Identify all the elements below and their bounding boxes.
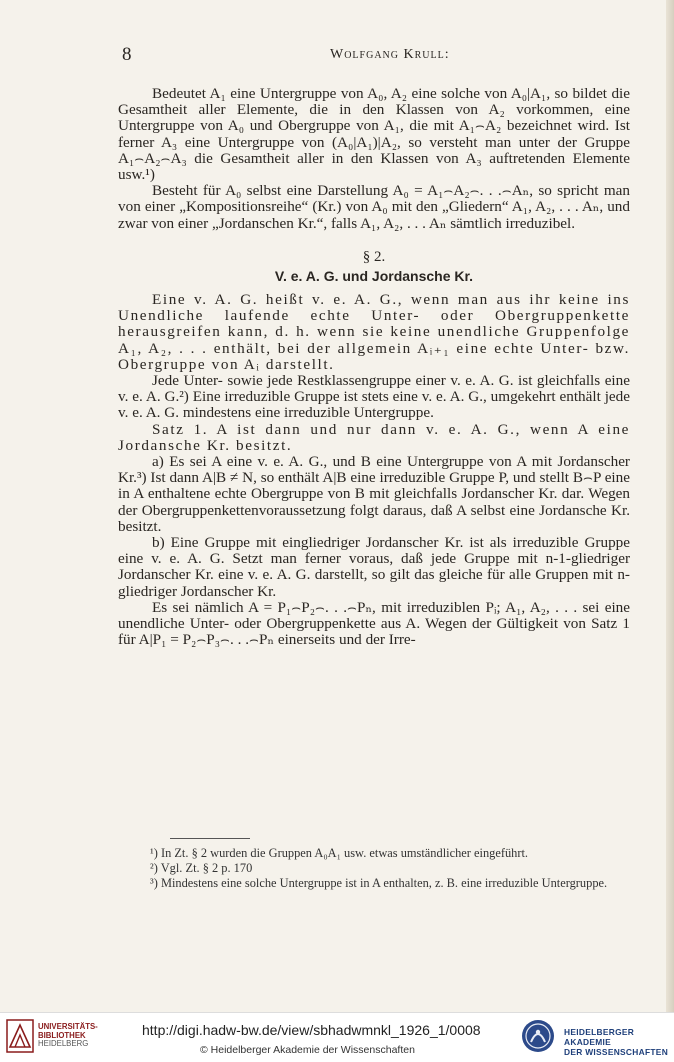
theorem: Satz 1. A ist dann und nur dann v. e. A. G., wenn A eine Jordansche Kr. besitzt. [118, 420, 630, 454]
page-edge [666, 0, 674, 1012]
paragraph: Eine v. A. G. heißt v. e. A. G., wenn man aus ihr keine ins Unendliche laufende echte Unter- oder Obergruppenkette herausgreifen kann, d. h. wenn sie keine unendliche Gruppenfolge A₁, A₂, . . . enthält, bei der allgemein Aᵢ₊₁ eine echte Unter- bzw. Obergruppe von Aᵢ darstellt. [118, 291, 630, 373]
page-number: 8 [122, 44, 132, 65]
paragraph: Jede Unter- sowie jede Restklassengruppe einer v. e. A. G. ist gleichfalls eine v. e. A. G.²) Eine irreduzible Gruppe ist stets eine v. e. A. G., umgekehrt enthält jede v. e. A. G. mindestens eine irreduzible Untergruppe. [118, 372, 630, 422]
footnote: ³) Mindestens eine solche Untergruppe ist in A enthalten, z. B. eine irreduzible Untergruppe. [150, 876, 608, 890]
footnote: ²) Vgl. Zt. § 2 p. 170 [150, 861, 253, 875]
footnote-rule [170, 838, 250, 839]
permalink-url[interactable]: http://digi.hadw-bw.de/view/sbhadwmnkl_1926_1/0008 [142, 1022, 481, 1038]
footnotes [150, 846, 630, 891]
paragraph: Es sei nämlich A = P₁⌢P₂⌢. . .⌢Pₙ, mit irreduziblen Pᵢ; A₁, A₂, . . . sei eine unendliche Unter- oder Obergruppenkette aus A. Wegen der Gültigkeit von Satz 1 für A|P₁ = P₂⌢P₃⌢. . .⌢Pₙ einerseits und der Irre- [118, 598, 630, 649]
section-number: § 2. [362, 248, 386, 265]
copyright-notice: © Heidelberger Akademie der Wissenschaften [200, 1044, 415, 1056]
academy-seal-icon [520, 1018, 556, 1054]
paragraph: b) Eine Gruppe mit eingliedriger Jordanscher Kr. ist als irreduzible Gruppe eine v. e. A. G. Setzt man ferner voraus, daß jede Gruppe mit n-1-gliedriger Jordanscher Kr. eine v. e. A. G. darstellt, so gilt das gleiche für alle Gruppen mit n-gliedriger Jordanscher Kr. [118, 534, 630, 600]
main-text [118, 86, 630, 649]
university-library-name: UNIVERSITÄTS- BIBLIOTHEK HEIDELBERG [38, 1022, 98, 1049]
academy-name: HEIDELBERGER AKADEMIE DER WISSENSCHAFTEN [564, 1027, 669, 1057]
running-head: Wolfgang Krull: [330, 47, 450, 62]
university-library-logo-icon [6, 1019, 34, 1053]
paragraph: Bedeutet A₁ eine Untergruppe von A₀, A₂ eine solche von A₀|A₁, so bildet die Gesamtheit aller Elemente, die in den Klassen von A₂ vorkommen, eine Untergruppe von A₀ und Obergruppe von A₁, die mit A₁⌢A₂ bezeichnet wird. Ist ferner A₃ eine Untergruppe von (A₀|A₁)|A₂, so versteht man unter der Gruppe A₁⌢A₂⌢A₃ die Gesamtheit aller in den Klassen von A₃ auftretenden Elemente usw.¹) [118, 85, 630, 184]
paragraph: a) Es sei A eine v. e. A. G., und B eine Untergruppe von A mit Jordanscher Kr.³) Ist dann A|B ≠ N, so enthält A|B eine irreduzible Gruppe P, und stellt B⌢P eine in A enthaltene echte Obergruppe von B mit gleichfalls Jordanscher Kr. dar. Wegen der Obergruppenkettenvoraussetzung folgt daraus, daß A selbst eine Jordansche Kr. besitzt. [118, 453, 630, 535]
footnote: ¹) In Zt. § 2 wurden die Gruppen A₀A₁ usw. etwas umständlicher eingeführt. [150, 846, 529, 860]
section-title: V. e. A. G. und Jordansche Kr. [274, 267, 474, 284]
paragraph: Besteht für A₀ selbst eine Darstellung A₀ = A₁⌢A₂⌢. . .⌢Aₙ, so spricht man von einer „Kompositionsreihe“ (Kr.) von A₀ mit den „Gliedern“ A₁, A₂, . . . Aₙ, und zwar von einer „Jordanschen Kr.“, falls A₁, A₂, . . . Aₙ sämtlich irreduzibel. [118, 182, 630, 232]
